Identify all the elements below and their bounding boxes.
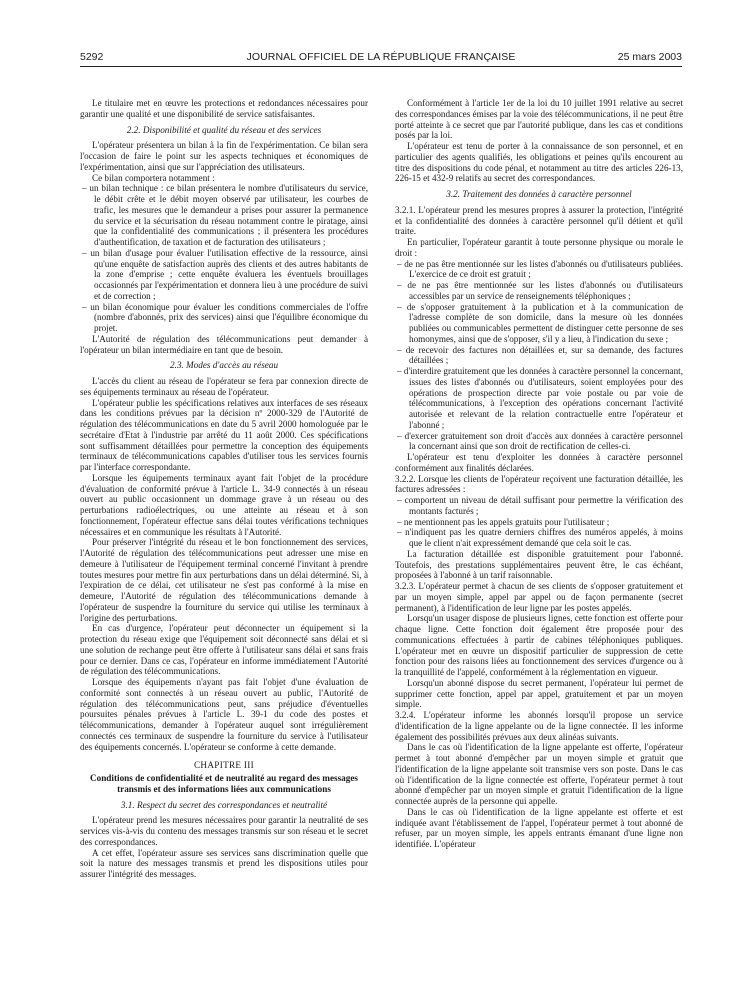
paragraph: Lorsque les équipements terminaux ayant fait l'objet de la procédure d'évaluation de conformité prévue à l'article L. 34-9 connectés à un réseau ouvert au public occasionnent un dommage grave à un réseau ou des perturbations radioélectriques, ou une atteinte au réseau et à son fonctionnement, l'opérateur effectue sans délai toutes vérifications techniques nécessaires et en communique les résultats à l'Autorité. <box>80 472 368 537</box>
paragraph: L'opérateur présentera un bilan à la fin de l'expérimentation. Ce bilan sera l'occasion de faire le point sur les aspects techniques et économiques de l'expérimentation, ainsi que sur l'appréciation des utilisateurs. <box>80 140 368 172</box>
paragraph: Dans le cas où l'identification de la ligne appelante est offerte et est indiquée avant l'établissement de l'appel, l'opérateur permet à tout abonné de refuser, par un moyen simple, les appels entrants émanant d'une ligne non identifiée. L'opérateur <box>395 806 683 849</box>
paragraph: L'opérateur publie les spécifications relatives aux interfaces de ses réseaux dans les conditions prévues par la décision nº 2000-329 de l'Autorité de régulation des télécommunications en date du 5 avril 2000 homologuée par le secrétaire d'Etat à l'industrie par arrêté du 11 août 2000. Ces spécifications sont suffisamment détaillées pour permettre la conception des équipements terminaux de télécommunications capables d'utiliser tous les services fournis par l'interface correspondante. <box>80 397 368 472</box>
list-item: – de recevoir des factures non détaillées et, sur sa demande, des factures détaillées ; <box>397 344 683 366</box>
list-item: – n'indiquent pas les quatre derniers chiffres des numéros appelés, à moins que le client n'ait expressément demandé que cela soit le cas. <box>397 527 683 548</box>
list-item: – d'interdire gratuitement que les données à caractère personnel la concernant, issues des listes d'abonnés ou d'utilisateurs, soient employées pour des opérations de prospection directe par voie postale ou par voie de télécommunications, à l'exception des opérations concernant l'activité autorisée et relevant de la relation contractuelle entre l'opérateur et l'abonné ; <box>397 366 683 430</box>
list-item: – comportent un niveau de détail suffisant pour permettre la vérification des montants facturés ; <box>397 495 683 516</box>
numbered-paragraph-3-2-1: 3.2.1. L'opérateur prend les mesures propres à assurer la protection, l'intégrité et la confidentialité des données à caractère personnel qu'il détient et qu'il traite. <box>395 204 683 237</box>
list-item: – d'exercer gratuitement son droit d'accès aux données à caractère personnel la concernant ainsi que son droit de rectification de celles-ci. <box>397 430 683 452</box>
paragraph: Dans le cas où l'identification de la ligne appelante est offerte, l'opérateur permet à tout abonné d'empêcher par un moyen simple et gratuit que l'identification de la ligne appelante soit transmise vers son poste. Dans le cas où l'identification de la ligne connectée est offerte, l'opérateur permet à tout abonné d'empêcher par un moyen simple et gratuit l'identification de la ligne connectée auprès de la personne qui appelle. <box>395 742 683 806</box>
header-rule <box>80 66 682 67</box>
chapter-label: CHAPITRE III <box>194 760 254 771</box>
paragraph: En cas d'urgence, l'opérateur peut déconnecter un équipement si la protection du réseau exige que l'équipement soit déconnecté sans délai et si une solution de rechange peut être offerte à l'utilisateur sans délai et sans frais pour ce dernier. Dans ce cas, l'opérateur en informe immédiatement l'Autorité de régulation des télécommunications. <box>80 623 368 677</box>
section-heading-2-3: 2.3. Modes d'accès au réseau <box>169 360 279 371</box>
paragraph: Ce bilan comportera notamment : <box>92 172 215 183</box>
chapter-title: Conditions de confidentialité et de neutralité au regard des messages transmis et des informations liées aux communications <box>89 773 359 794</box>
numbered-paragraph-3-2-3: 3.2.3. L'opérateur permet à chacun de ses clients de s'opposer gratuitement et par un moyen simple, appel par appel ou de façon permanente (secret permanent), à l'identification de leur ligne par les postes appelés. <box>395 581 683 613</box>
paragraph: Lorsqu'un usager dispose de plusieurs lignes, cette fonction est offerte pour chaque ligne. Cette fonction doit également être proposée pour des communications effectuées à partir de cabines téléphoniques publiques. L'opérateur met en œuvre un dispositif particulier de suppression de cette fonction pour des raisons liées au fonctionnement des services d'urgence ou à la tranquillité de l'appelé, conformément à la réglementation en vigueur. <box>395 613 683 677</box>
numbered-paragraph-3-2-2: 3.2.2. Lorsque les clients de l'opérateur reçoivent une facturation détaillée, les factures adressées : <box>395 473 683 495</box>
publication-date: 25 mars 2003 <box>617 51 682 63</box>
section-heading-3-1: 3.1. Respect du secret des correspondances et neutralité <box>120 799 328 810</box>
page-header <box>80 51 682 65</box>
journal-title: JOURNAL OFFICIEL DE LA RÉPUBLIQUE FRANÇAISE <box>246 51 516 63</box>
list-item: – ne mentionnent pas les appels gratuits pour l'utilisateur ; <box>397 516 610 527</box>
numbered-paragraph-3-2-4: 3.2.4. L'opérateur informe les abonnés lorsqu'il propose un service d'identification de la ligne appelante ou de la ligne connectée. Il les informe également des possibilités prévues aux deux alinéas suivants. <box>395 710 683 742</box>
paragraph: L'opérateur prend les mesures nécessaires pour garantir la neutralité de ses services vis-à-vis du contenu des messages transmis sur son réseau et le secret des correspondances. <box>80 815 368 847</box>
list-item: – de ne pas être mentionnée sur les listes d'abonnés ou d'utilisateurs accessibles par un service de renseignements téléphoniques ; <box>397 280 683 301</box>
paragraph: L'accès du client au réseau de l'opérateur se fera par connexion directe de ses équipements terminaux au réseau de l'opérateur. <box>80 376 368 397</box>
paragraph: La facturation détaillée est disponible gratuitement pour l'abonné. Toutefois, des prestations supplémentaires peuvent être, le cas échéant, proposées à l'abonné à un tarif raisonnable. <box>395 548 683 581</box>
paragraph: Conformément à l'article 1er de la loi du 10 juillet 1991 relative au secret des correspondances émises par la voie des télécommunications, il ne peut être porté atteinte à ce secret que par l'autorité publique, dans les cas et conditions posés par la loi. <box>395 98 683 141</box>
list-item: – de ne pas être mentionnée sur les listes d'abonnés ou d'utilisateurs publiées. L'exercice de ce droit est gratuit ; <box>397 258 683 280</box>
list-item: – de s'opposer gratuitement à la publication et à la communication de l'adresse complète de son domicile, dans la mesure où les données publiées ou communicables permettent de distinguer cette personne de ses homonymes, ainsi que de s'opposer, s'il y a lieu, à l'indication du sexe ; <box>397 301 683 344</box>
paragraph: Pour préserver l'intégrité du réseau et le bon fonctionnement des services, l'Autorité de régulation des télécommunications peut adresser une mise en demeure à l'utilisateur de l'équipement terminal concerné l'invitant à prendre toutes mesures pour mettre fin aux perturbations dans un délai déterminé. Si, à l'expiration de ce délai, cet utilisateur ne s'est pas conformé à la mise en demeure, l'Autorité de régulation des télécommunications demande à l'opérateur de suspendre la fourniture du service qui utilise les terminaux à l'origine des perturbations. <box>80 537 368 623</box>
list-item: – un bilan économique pour évaluer les conditions commerciales de l'offre (nombre d'abonnés, prix des services) ainsi que l'équilibre économique du projet. <box>82 301 368 333</box>
right-column <box>395 98 683 850</box>
list-item: – un bilan technique : ce bilan présentera le nombre d'utilisateurs du service, le débit crête et le débit moyen observé par utilisateur, les courbes de trafic, les mesures que le demandeur a prises pour assurer la permanence du service et la sécurisation du réseau notamment contre le piratage, ainsi que la confidentialité des communications ; il présentera les procédures d'authentification, de taxation et de facturation des utilisateurs ; <box>82 183 368 247</box>
section-heading-2-2: 2.2. Disponibilité et qualité du réseau et des services <box>126 124 322 135</box>
paragraph: A cet effet, l'opérateur assure ses services sans discrimination quelle que soit la nature des messages transmis et prend les dispositions utiles pour assurer l'intégrité des messages. <box>80 847 368 879</box>
list-item: – un bilan d'usage pour évaluer l'utilisation effective de la ressource, ainsi qu'une enquête de satisfaction auprès des clients et des autres habitants de la zone d'emprise ; cette enquête évaluera les éventuels brouillages occasionnés par l'expérimentation et donnera lieu à une procédure de suivi et de correction ; <box>82 247 368 301</box>
paragraph: L'opérateur est tenu d'exploiter les données à caractère personnel conformément aux finalités déclarées. <box>395 452 683 473</box>
left-column <box>80 98 368 880</box>
paragraph: En particulier, l'opérateur garantit à toute personne physique ou morale le droit : <box>395 237 683 258</box>
paragraph: L'Autorité de régulation des télécommunications peut demander à l'opérateur un bilan intermédiaire en tant que de besoin. <box>80 333 368 355</box>
section-heading-3-2: 3.2. Traitement des données à caractère personnel <box>446 189 632 199</box>
page-number: 5292 <box>80 51 104 63</box>
paragraph: Lorsque des équipements n'ayant pas fait l'objet d'une évaluation de conformité sont connectés à un réseau ouvert au public, l'Autorité de régulation des télécommunications peut, sans préjudice d'éventuelles poursuites pénales prévues à l'article L. 39-1 du code des postes et télécommunications, demander à l'opérateur auquel sont irrégulièrement connectés ces terminaux de suspendre la fourniture du service à l'utilisateur des équipements concernés. L'opérateur se conforme à cette demande. <box>80 677 368 752</box>
paragraph: L'opérateur est tenu de porter à la connaissance de son personnel, et en particulier des agents qualifiés, les obligations et peines qu'ils encourent au titre des dispositions du code pénal, et notamment au titre des articles 226-13, 226-15 et 432-9 relatifs au secret des correspondances. <box>395 141 683 184</box>
paragraph: Le titulaire met en œuvre les protections et redondances nécessaires pour garantir une qualité et une disponibilité de service satisfaisantes. <box>80 98 368 119</box>
paragraph: Lorsqu'un abonné dispose du secret permanent, l'opérateur lui permet de supprimer cette fonction, appel par appel, gratuitement et par un moyen simple. <box>395 677 683 710</box>
